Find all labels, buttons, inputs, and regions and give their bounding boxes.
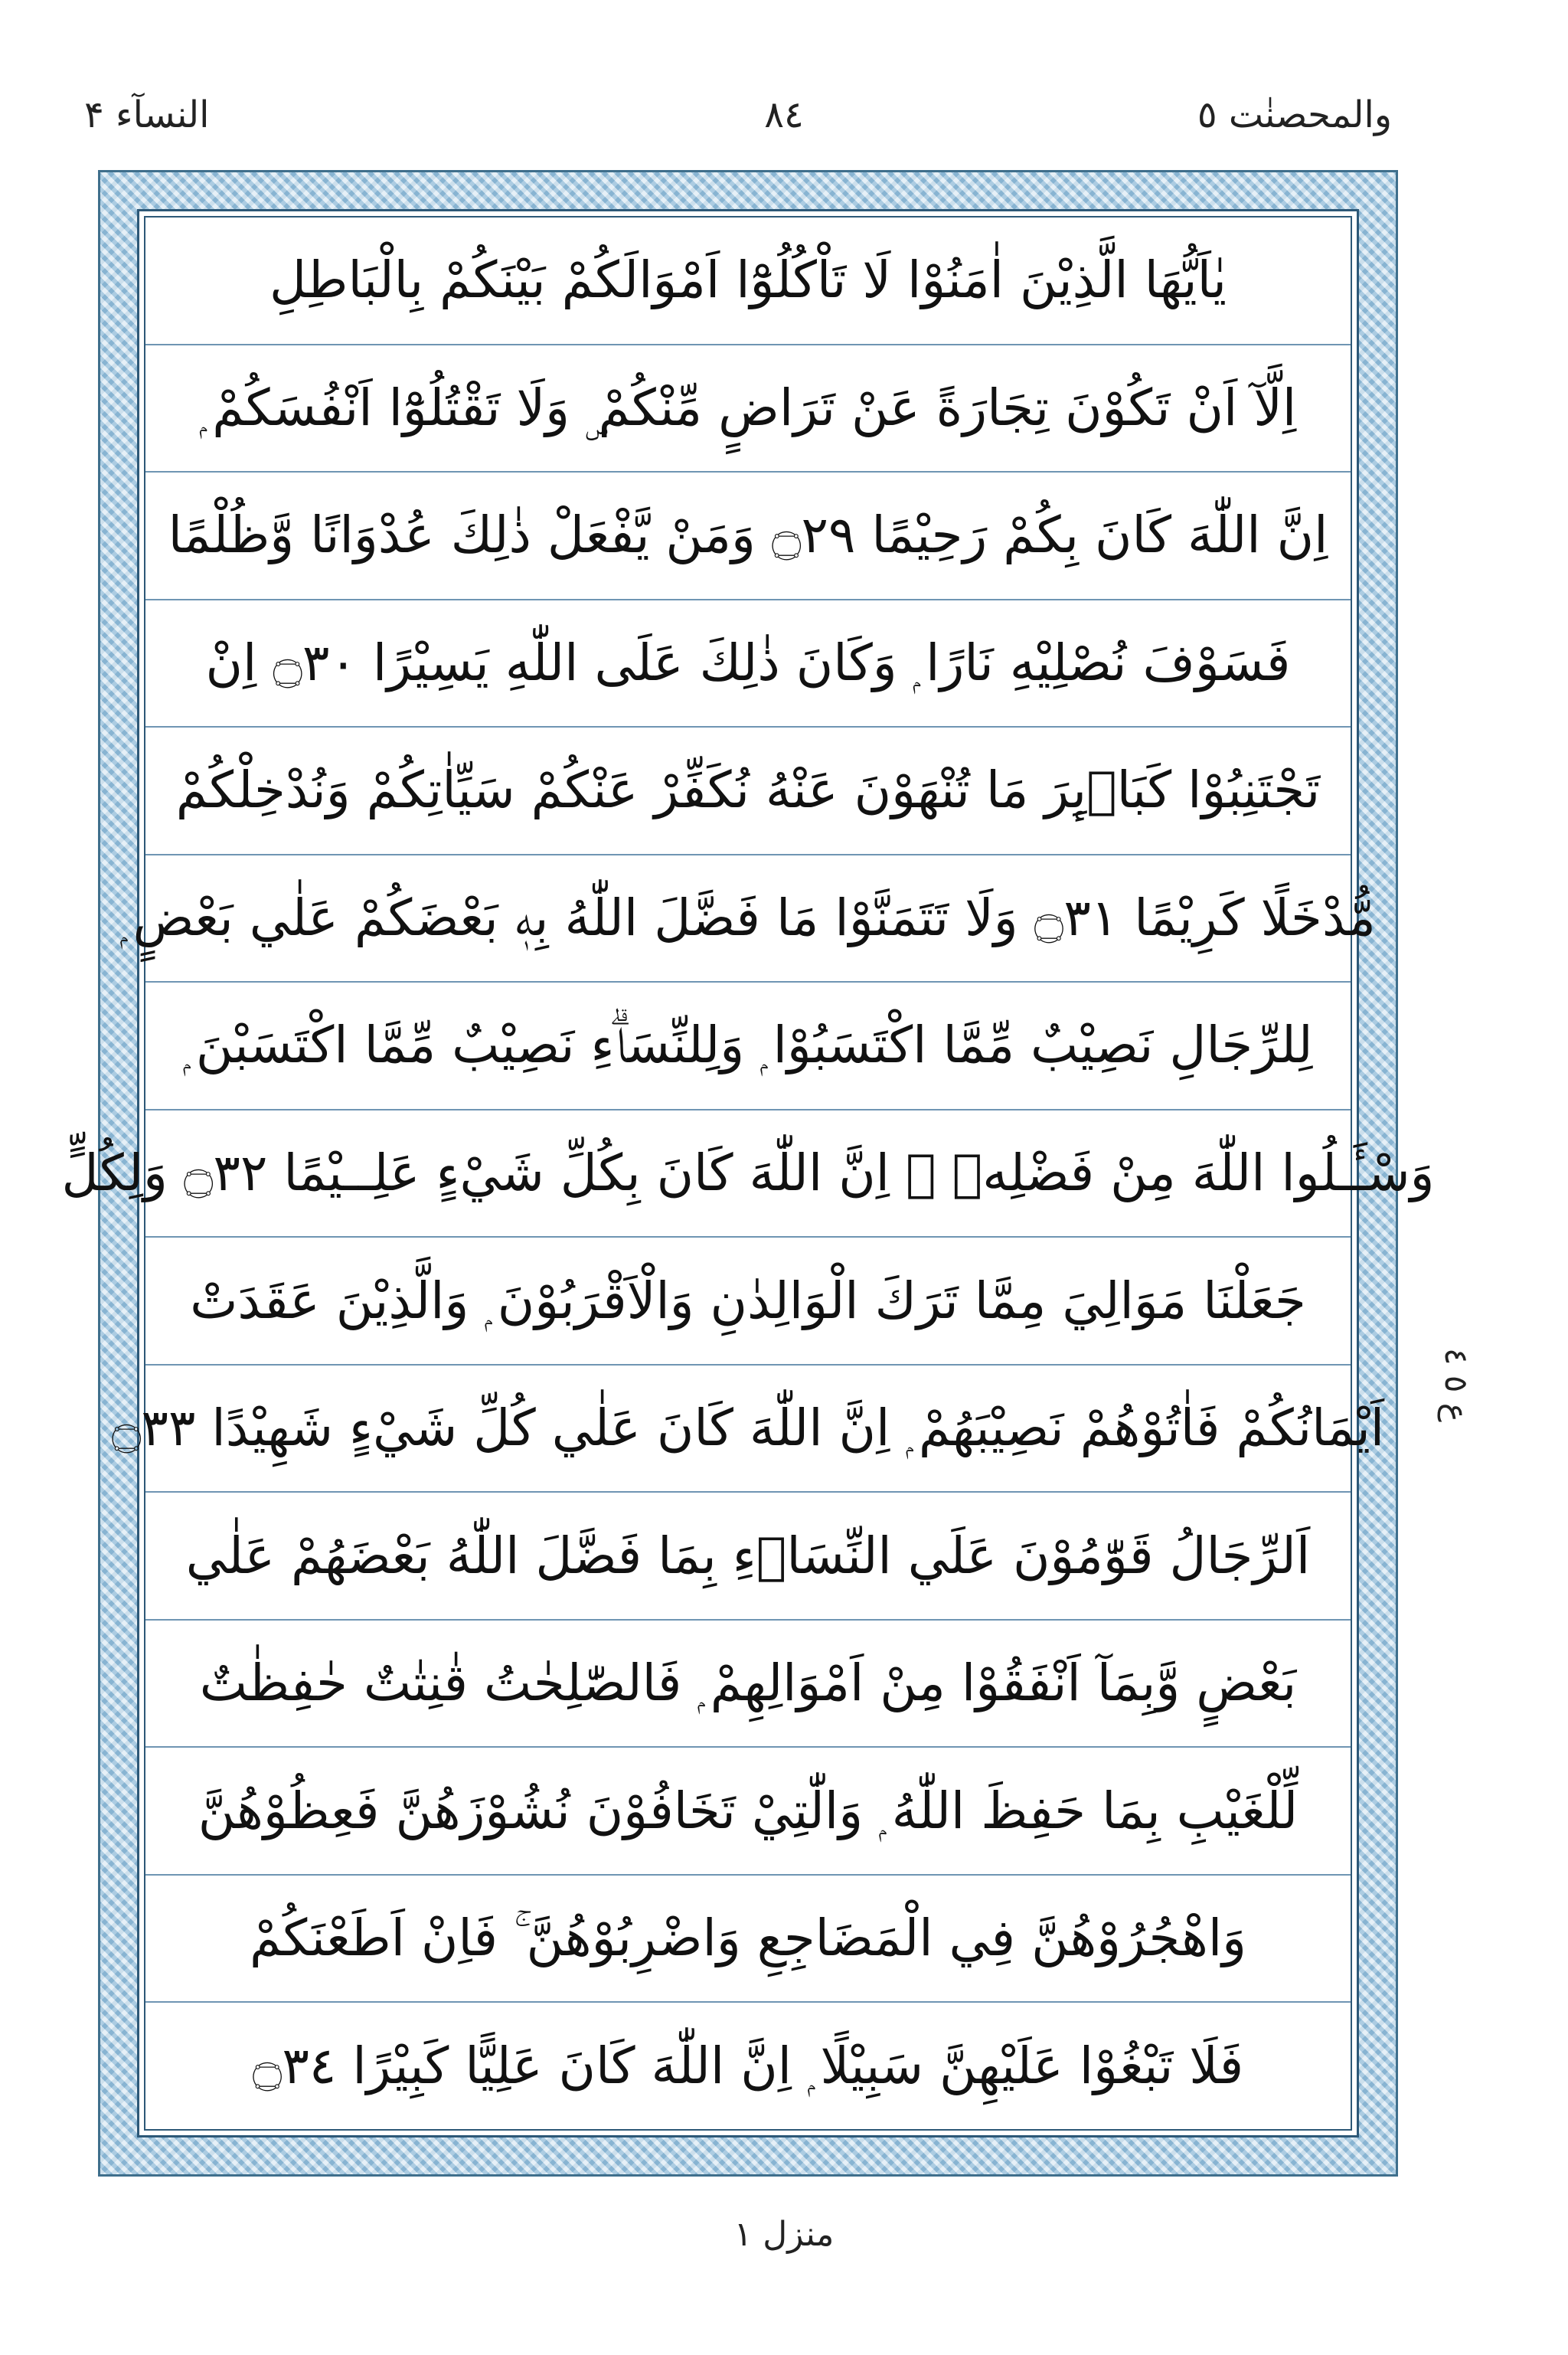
- verse-line-14: وَاهْجُرُوْھُنَّ فِي الْمَضَاجِعِ وَاضْرِبُوْھُنَّ ۚ فَاِنْ اَطَعْنَكُمْ: [145, 1876, 1351, 2003]
- decorative-border-frame: [61, 170, 1435, 2177]
- verse-line-11: اَلرِّجَالُ قَوّٰمُوْنَ عَلَي النِّسَاۗءِ بِمَا فَضَّلَ اللّٰهُ بَعْضَھُمْ عَلٰي: [145, 1493, 1351, 1621]
- header-surah-label: النسآء ۴: [84, 93, 210, 136]
- verse-line-8: وَسْـَٔـلُوا اللّٰهَ مِنْ فَضْلِهٖ ۭ اِنَّ اللّٰهَ كَانَ بِكُلِّ شَيْءٍ عَلِــيْمًا ۝٣٢ وَلِكُلٍّ: [145, 1110, 1351, 1238]
- verse-line-13: لِّلْغَيْبِ بِمَا حَفِظَ اللّٰهُ ۭ وَالّٰتِيْ تَخَافُوْنَ نُشُوْزَھُنَّ فَعِظُوْھُنَّ: [145, 1748, 1351, 1876]
- verse-line-9: جَعَلْنَا مَوَالِيَ مِمَّا تَرَكَ الْوَالِدٰنِ وَالْاَقْرَبُوْنَ ۭ وَالَّذِيْنَ عَقَدَتْ: [145, 1238, 1351, 1366]
- verse-line-12: بَعْضٍ وَّبِمَآ اَنْفَقُوْا مِنْ اَمْوَالِهِمْ ۭ فَالصّٰلِحٰتُ قٰنِتٰتٌ حٰفِظٰتٌ: [145, 1621, 1351, 1748]
- verse-line-5: تَجْتَنِبُوْا كَبَاۗىِٕرَ مَا تُنْهَوْنَ عَنْهُ نُكَفِّرْ عَنْكُمْ سَيِّاٰتِكُمْ وَنُدْخِلْكُمْ: [145, 728, 1351, 855]
- verse-line-4: فَسَوْفَ نُصْلِيْهِ نَارًا ۭ وَكَانَ ذٰلِكَ عَلَى اللّٰهِ يَسِيْرًا ۝٣٠ اِنْ: [145, 600, 1351, 728]
- verse-line-3: اِنَّ اللّٰهَ كَانَ بِكُمْ رَحِيْمًا ۝٢٩ وَمَنْ يَّفْعَلْ ذٰلِكَ عُدْوَانًا وَّظُلْمًا: [145, 473, 1351, 600]
- verse-line-6: مُّدْخَلًا كَرِيْمًا ۝٣١ وَلَا تَتَمَنَّوْا مَا فَضَّلَ اللّٰهُ بِهٖ بَعْضَكُمْ عَلٰي بَعْضٍ ۭ: [145, 855, 1351, 983]
- verse-line-1: يٰاَيُّهَا الَّذِيْنَ اٰمَنُوْا لَا تَاْكُلُوْٓا اَمْوَالَكُمْ بَيْنَكُمْ بِالْبَاطِلِ: [145, 218, 1351, 345]
- verse-line-15: فَلَا تَبْغُوْا عَلَيْهِنَّ سَبِيْلًا ۭ اِنَّ اللّٰهَ كَانَ عَلِيًّا كَبِيْرًا ۝٣٤: [252, 2036, 1244, 2095]
- header-juz-label: والمحصنٰت ٥: [1197, 93, 1392, 136]
- verse-line-2: اِلَّآ اَنْ تَكُوْنَ تِجَارَةً عَنْ تَرَاضٍ مِّنْكُمْ ۣ وَلَا تَقْتُلُوْٓا اَنْفُسَكُمْ ۭ: [145, 345, 1351, 473]
- verse-line-7: لِلرِّجَالِ نَصِيْبٌ مِّمَّا اكْتَسَبُوْا ۭ وَلِلنِّسَاۗءِ نَصِيْبٌ مِّمَّا اكْتَسَبْنَ ۭ: [145, 983, 1351, 1110]
- manzil-footer: منزل ١: [733, 2215, 835, 2254]
- verse-line-10: اَيْمَانُكُمْ فَاٰتُوْھُمْ نَصِيْبَھُمْ ۭ اِنَّ اللّٰهَ كَانَ عَلٰي كُلِّ شَيْءٍ شَهِيْدًا ۝٣٣: [145, 1366, 1351, 1493]
- ruku-marker: ع ٥ ٤: [1438, 1348, 1475, 1422]
- text-panel: [61, 209, 1435, 2137]
- verse-lines-container: [61, 216, 1435, 2131]
- page-number: ٨٤: [764, 93, 804, 136]
